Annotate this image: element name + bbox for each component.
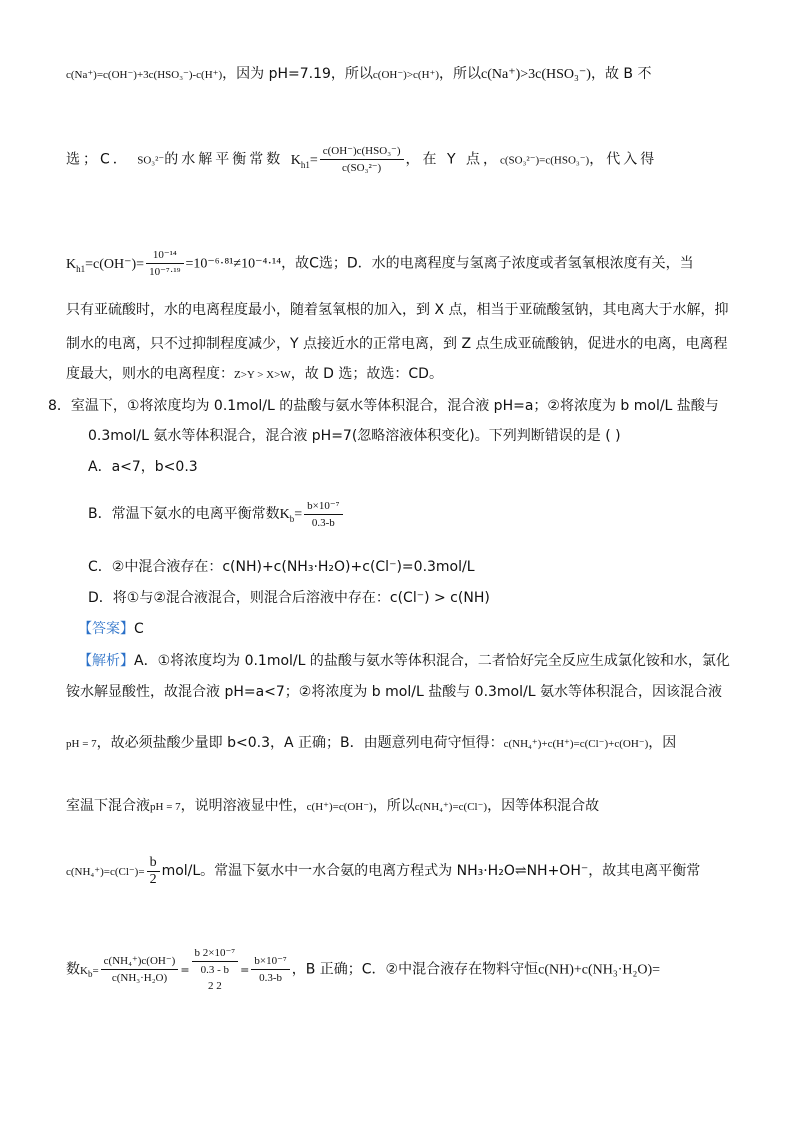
fraction-kb-final: $\frac{\text{b×10⁻⁷}}{0.3-b}$ (251, 953, 289, 986)
analysis-line-2: 铵水解显酸性，故混合液 pH=a<7；②将浓度为 b mol/L 盐酸与 0.3mol/L 氨水等体积混合，因该混合液 (66, 684, 722, 700)
fraction-b-over-2: $\frac{b}{2}$ (147, 855, 160, 888)
text-line-2 (66, 143, 740, 176)
formula-oh-gt-h: c(OH⁻)>c(H⁺) (372, 69, 439, 81)
analysis-line-6: 数$K_b=$ $\frac{\text{c(NH₄⁺)c(OH⁻)}}{\text{c(NH₃·H₂O)}}$ = b 2×10⁻⁷ 0.3 - b 2 2 = $\frac{\text{b×10⁻⁷}}{0.3-b}$ ，B 正确；C．②中混合液存在物料守恒c(NH)+c(NH₃·H₂O)= (66, 947, 661, 992)
text: ，故C选；D．水的电离程度与氢离子浓度或者氢氧根浓度有关，当 (281, 255, 694, 272)
formula-order: Z>Y > X>W (234, 369, 291, 381)
analysis-line-3: pH = 7，故必须盐酸少量即 b<0.3，A 正确；B．由题意列电荷守恒得：c(NH₄⁺)+c(H⁺)=c(Cl⁻)+c(OH⁻)，因 (66, 735, 677, 751)
formula-kb-2: $K_b=$ (80, 964, 99, 979)
text-line-1 (66, 64, 740, 85)
fraction-1e14: $\frac{\text{10⁻¹⁴}}{\text{10⁻⁷·¹⁹}}$ (146, 247, 183, 280)
text-line-6: 度最大，则水的电离程度：Z>Y > X>W，故 D 选；故选：CD。 (66, 366, 443, 382)
option-b: B．常温下氨水的电离平衡常数$K_b=$ $\frac{\text{b×10⁻⁷}}{0.3-b}$ (88, 496, 740, 533)
fraction-kb: $\frac{\text{b×10⁻⁷}}{0.3-b}$ (304, 498, 342, 531)
answer-value: C (134, 621, 144, 637)
answer-tag: 【答案】 (78, 621, 134, 637)
question-8-stem-1: 8．室温下，①将浓度均为 0.1mol/L 的盐酸与氨水等体积混合，混合液 pH=a；②将浓度为 b mol/L 盐酸与 (48, 398, 719, 414)
formula-na-balance: c(Na⁺)=c(OH⁻)+3c(HSO₃⁻)-c(H⁺) (66, 69, 223, 81)
text: 的水解平衡常数 (164, 151, 284, 168)
text-line-5: 制水的电离，只不过抑制程度减少，Y 点接近水的正常电离，到 Z 点生成亚硫酸钠，促进水的电离，电离程 (66, 336, 728, 352)
formula-kh1-calc: $K_{h1}=c(OH^-)=$ (66, 256, 145, 274)
answer-line (78, 619, 740, 639)
text-line-4: 只有亚硫酸时，水的电离程度最小，随着氢氧根的加入，到 X 点，相当于亚硫酸氢钠，其电离大于水解，抑 (66, 302, 729, 318)
text: ，所以 (439, 66, 481, 82)
text: 选；C． (66, 151, 130, 168)
text: ，代入得 (589, 151, 658, 168)
formula-so3: SO₃²⁻ (137, 154, 165, 167)
analysis-tag: 【解析】 (78, 653, 134, 669)
question-8-stem-2: 0.3mol/L 氨水等体积混合，混合液 pH=7(忽略溶液体积变化)。下列判断错误的是 ( ) (88, 428, 621, 444)
analysis-line-5: c(NH₄⁺)=c(Cl⁻)= $\frac{b}{2}$ mol/L。常温下氨水中一水合氨的电离方程式为 NH₃·H₂O⇌NH+OH⁻，故其电离平衡常 (66, 854, 701, 887)
option-c: C．②中混合液存在：c(NH)+c(NH₃·H₂O)+c(Cl⁻)=0.3mol/L (88, 559, 475, 575)
option-d: D．将①与②混合液混合，则混合后溶液中存在：c(Cl⁻) > c(NH) (88, 590, 490, 606)
formula-result: =10⁻⁶·⁸¹≠10⁻⁴·¹⁴ (185, 256, 282, 272)
text: ，故 B 不 (590, 66, 652, 82)
fraction-kb-sub: b 2×10⁻⁷ 0.3 - b 2 2 (192, 945, 239, 994)
formula-h-eq-oh: c(H⁺)=c(OH⁻) (306, 801, 373, 813)
formula-na-gt-hso3: c(Na⁺)>3c(HSO₃⁻) (481, 67, 591, 82)
fraction-kb-def: $\frac{\text{c(NH₄⁺)c(OH⁻)}}{\text{c(NH₃·H₂O)}}$ (101, 953, 179, 986)
text: ，在 Y 点， (405, 151, 500, 168)
formula-charge-balance: c(NH₄⁺)+c(H⁺)=c(Cl⁻)+c(OH⁻) (503, 738, 649, 750)
fraction-kh1: $\frac{\text{c(OH⁻)c(HSO₃⁻)}}{\text{c(SO₃²⁻)}}$ (320, 143, 404, 176)
formula-kb: $K_b=$ (279, 507, 303, 524)
equilibrium-arrow: ⇌ (514, 864, 527, 879)
text: ，因为 pH=7.19，所以 (222, 66, 373, 82)
formula-y-point: c(SO₃²⁻)=c(HSO₃⁻) (499, 154, 590, 167)
analysis-line-1: 【解析】A．①将浓度均为 0.1mol/L 的盐酸与氨水等体积混合，二者恰好完全反应生成氯化铵和水，氯化 (78, 653, 730, 669)
text-line-3 (66, 247, 740, 280)
formula-kh1: $K_{h1}=$ (290, 152, 318, 170)
formula-nh4-eq-cl: c(NH₄⁺)=c(Cl⁻) (414, 801, 488, 813)
option-a: A．a<7，b<0.3 (88, 459, 198, 475)
analysis-line-4: 室温下混合液pH = 7，说明溶液显中性，c(H⁺)=c(OH⁻)，所以c(NH₄⁺)=c(Cl⁻)，因等体积混合故 (66, 798, 600, 814)
